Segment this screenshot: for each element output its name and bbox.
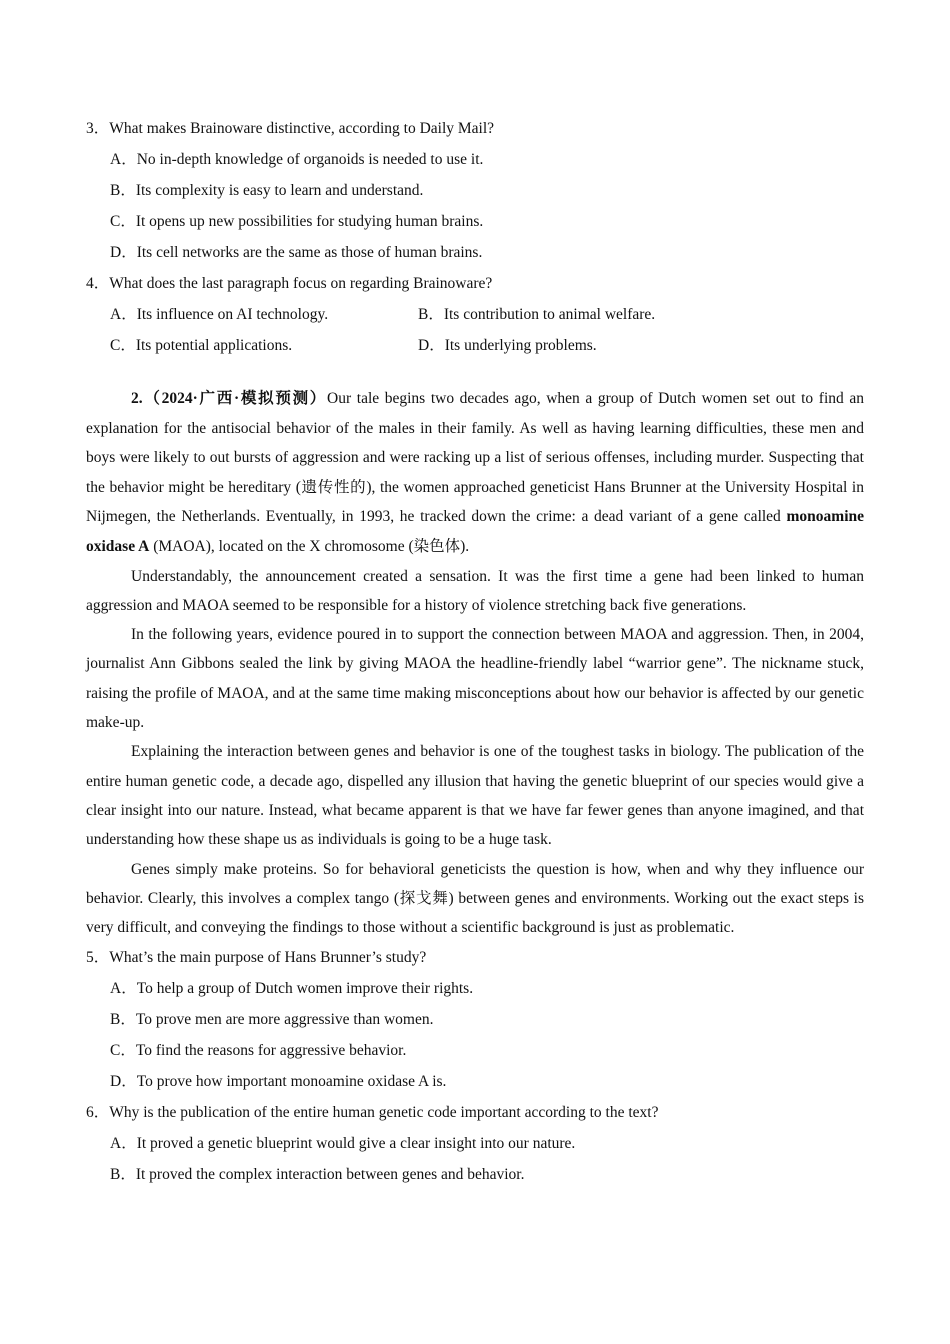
document-page xyxy=(86,113,864,1190)
question-3-stem: 3．What makes Brainoware distinctive, according to Daily Mail? xyxy=(86,120,495,137)
passage-paragraph-1-text-b: (MAOA), located on the X chromosome (染色体). xyxy=(149,537,470,555)
question-4-option-a: A．Its influence on AI technology. xyxy=(110,306,329,323)
question-5-option-b: B．To prove men are more aggressive than women. xyxy=(110,1011,434,1029)
question-5-option-c: C．To find the reasons for aggressive behavior. xyxy=(110,1042,407,1060)
question-4-option-b: B．Its contribution to animal welfare. xyxy=(418,306,656,323)
passage-source-label: 2.（2024·广西·模拟预测） xyxy=(131,390,328,407)
passage-bold-term: monoamine oxidase A xyxy=(86,508,864,555)
question-3-option-d: D．Its cell networks are the same as those of human brains. xyxy=(110,244,483,261)
question-4-options-row-1 xyxy=(86,299,864,330)
passage-paragraph-1-text-a: Our tale begins two decades ago, when a group of Dutch women set out to find an explanation for the antisocial behavior of the males in their family. As well as having learning difficulties, these men and boys were likely to out bursts of aggression and were racking up a list of serious offenses, including murder. Suspecting that the behavior might be hereditary (遗传性的), the women approached geneticist Hans Brunner at the University Hospital in Nijmegen, the Netherlands. Eventually, in 1993, he tracked down the crime: a dead variant of a gene called xyxy=(86,390,865,526)
question-4-option-c: C．Its potential applications. xyxy=(110,337,293,354)
passage-paragraph-3: In the following years, evidence poured in to support the connection between MAOA and aggression. Then, in 2004, journalist Ann Gibbons sealed the link by giving MAOA the headline-friendly label “warrior gene”. The nickname stuck, raising the profile of MAOA, and at the same time making misconceptions about how our behavior is affected by our genetic make-up. xyxy=(86,626,864,732)
passage-paragraph-1 xyxy=(86,384,864,562)
question-5-stem: 5．What’s the main purpose of Hans Brunner’s study? xyxy=(86,949,427,967)
passage-paragraph-4: Explaining the interaction between genes and behavior is one of the toughest tasks in biology. The publication of the entire human genetic code, a decade ago, dispelled any illusion that having the genetic blueprint of our species would give a clear insight into our nature. Instead, what became apparent is that we have far fewer genes than anyone imagined, and that understanding how these shape us as individuals is going to be a huge task. xyxy=(86,743,864,849)
question-3-option-c: C．It opens up new possibilities for studying human brains. xyxy=(110,213,484,230)
question-5-option-a: A．To help a group of Dutch women improve their rights. xyxy=(110,980,474,998)
question-5-option-d: D．To prove how important monoamine oxidase A is. xyxy=(110,1073,447,1091)
question-4-options-row-2 xyxy=(86,330,864,361)
question-6-option-a: A．It proved a genetic blueprint would give a clear insight into our nature. xyxy=(110,1135,576,1153)
question-3-option-b: B．Its complexity is easy to learn and understand. xyxy=(110,182,424,199)
question-6-option-b: B．It proved the complex interaction between genes and behavior. xyxy=(110,1166,525,1184)
passage-paragraph-2: Understandably, the announcement created a sensation. It was the first time a gene had been linked to human aggression and MAOA seemed to be responsible for a history of violence stretching back five generations. xyxy=(86,567,864,614)
passage-paragraph-5: Genes simply make proteins. So for behavioral geneticists the question is how, when and why they influence our behavior. Clearly, this involves a complex tango (探戈舞) between genes and environments. Working out the exact steps is very difficult, and conveying the findings to those without a scientific background is just as problematic. xyxy=(86,860,864,937)
question-4-option-d: D．Its underlying problems. xyxy=(418,337,597,354)
question-6-stem: 6．Why is the publication of the entire human genetic code important according to the text? xyxy=(86,1104,659,1122)
question-3-option-a: A．No in-depth knowledge of organoids is needed to use it. xyxy=(110,151,484,168)
question-4-stem: 4．What does the last paragraph focus on regarding Brainoware? xyxy=(86,275,493,292)
